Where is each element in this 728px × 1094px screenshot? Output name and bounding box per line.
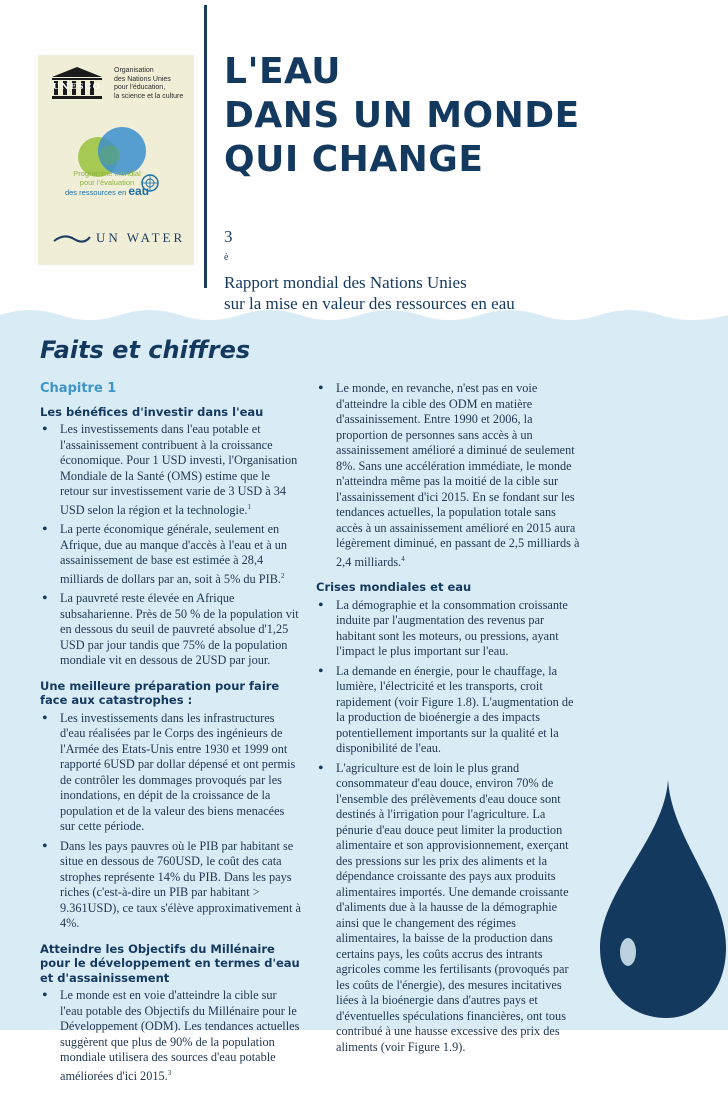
left-column [40, 381, 302, 1094]
list-item: • La démographie et la consommation croissante induite par l'augmentation des revenus par habitant sont les moteurs, ou pressions, ayant l'impact le plus important sur l'eau. [316, 598, 582, 660]
list-item: • La perte économique générale, seulement en Afrique, due au manque d'accès à l'eau et à un assainissement de base est estimée à 28,4 milliards de dollars par an, soit à 5% du PIB.$^2$ [40, 522, 302, 587]
title-line: L'EAU [224, 51, 342, 92]
title-line: DANS UN MONDE [224, 95, 580, 136]
bullet-list [316, 598, 582, 1056]
org-line: Organisation [114, 67, 154, 74]
title-line: QUI CHANGE [224, 139, 484, 180]
section-heading: Crises mondiales et eau [316, 580, 472, 595]
subtitle-line1: Rapport mondial des Nations Unies [224, 272, 467, 292]
bullet-list [40, 711, 302, 932]
org-text [114, 67, 194, 101]
bullet-list [40, 422, 302, 669]
list-item: • La pauvreté reste élevée en Afrique subsaharienne. Près de 50 % de la population vit en dessous du seuil de pauvreté absolue d'1,25 USD par jour tandis que 75% de la population mondiale vit en dessous de 2USD par jour. [40, 591, 302, 669]
subtitle-line2: sur la mise en valeur des ressources en eau [224, 293, 515, 313]
section-heading: Une meilleure préparation pour faire face aux catastrophes : [40, 678, 280, 708]
subtitle-sup: è [224, 252, 229, 263]
section-heading: Atteindre les Objectifs du Millénaire pour le développement en termes d'eau et d'assainissement [40, 941, 300, 985]
list-item: • La demande en énergie, pour le chauffage, la lumière, l'électricité et les transports, croit rapidement (voir Figure 1.8). L'augmentation de la production de bioénergie a des impacts potentiellement importants sur la qualité et la disponibilité de l'eau. [316, 664, 582, 757]
bullet-list [40, 988, 302, 1084]
unwater-wave-icon [52, 231, 92, 245]
org-line: la science et la culture [114, 92, 184, 100]
unesco-label: UNESCO [52, 81, 102, 91]
facts-heading: Faits et chiffres [40, 336, 251, 364]
unwater-label: UN WATER [96, 230, 186, 245]
logo-card [38, 55, 194, 265]
programme-line: des ressources en [64, 188, 129, 197]
list-item: • Le monde est en voie d'atteindre la cible sur l'eau potable des Objectifs du Millénaire pour le Développement (ODM). Les tendances actuelles suggèrent que plus de 90% de la population mondiale utilisera des sources d'eau potable améliorées d'ici 2015.$^3$ [40, 988, 302, 1084]
un-emblem-icon [140, 173, 160, 193]
list-item: • L'agriculture est de loin le plus grand consommateur d'eau douce, environ 70% de l'ensemble des prélèvements d'eau douce sont destinés à l'irrigation pour l'agriculture. La pénurie d'eau douce peut limiter la production alimentaire et son approvisionnement, exerçant des pressions sur les prix des aliments et la dépendance croissante des pays aux produits alimentaires importés. Une demande croissante d'aliments due à la hausse de la démographie ainsi que le changement des régimes alimentaires, la baisse de la production dans certains pays, les coûts accrus des intrants agricoles comme les fertilisants (provoqués par les coûts de l'énergie), des mesures incitatives liées à la bioénergie dans d'autres pays et d'éventuelles spéculations financières, ont tous contribué à une hausse excessive des prix des aliments (voir Figure 1.9). [316, 761, 582, 1056]
programme-line: Programme mondial [73, 169, 141, 178]
subtitle-num: 3 [224, 227, 233, 246]
org-line: des Nations Unies [114, 75, 171, 83]
page-title [224, 50, 580, 182]
list-item: • Le monde, en revanche, n'est pas en voie d'atteindre la cible des ODM en matière d'assainissement. Entre 1990 et 2006, la proportion de personnes sans accès à un assainissement amélioré a diminué de seulement 8%. Sans une accélération immédiate, le monde n'atteindra même pas la moitié de la cible sur l'assainissement d'ici 2015. En se fondant sur les tendances actuelles, la population totale sans accès à un assainissement amélioré en 2015 aura légèrement diminué, en passant de 2,5 milliards à 2,4 milliards.$^4$ [316, 381, 582, 570]
list-item: • Les investissements dans l'eau potable et l'assainissement contribuent à la croissance économique. Pour 1 USD investi, l'Organisation Mondiale de la Santé (OMS) estime que le retour sur investissement varie de 3 USD à 34 USD selon la région et la technologie.$^1$ [40, 422, 302, 518]
chapter-label: Chapitre 1 [40, 381, 117, 396]
org-line: pour l'éducation, [114, 84, 166, 91]
section-heading: Les bénéfices d'investir dans l'eau [40, 404, 264, 419]
programme-line: pour l'évaluation [79, 178, 135, 187]
water-drop-icon [590, 780, 728, 1020]
programme-eau: eau [128, 184, 150, 198]
subtitle [224, 226, 515, 314]
bullet-list [316, 381, 582, 570]
divider-line [204, 5, 207, 288]
list-item: • Les investissements dans les infrastructures d'eau réalisées par le Corps des ingénieurs de l'Armée des Etats-Unis entre 1930 et 1999 ont rapporté 6USD par dollar dépensé et ont permis de contrôler les dommages provoqués par les inondations, en dépit de la croissance de la population et de la valeur des biens menacées sur cette période. [40, 711, 302, 835]
list-item: • Dans les pays pauvres où le PIB par habitant se situe en dessous de 760USD, le coût des cata strophes représente 14% du PIB. Dans les pays riches (c'est-à-dire un PIB par habitant > 9.361USD), ce taux s'élève approximativement à 4%. [40, 839, 302, 932]
right-column [316, 381, 582, 1065]
